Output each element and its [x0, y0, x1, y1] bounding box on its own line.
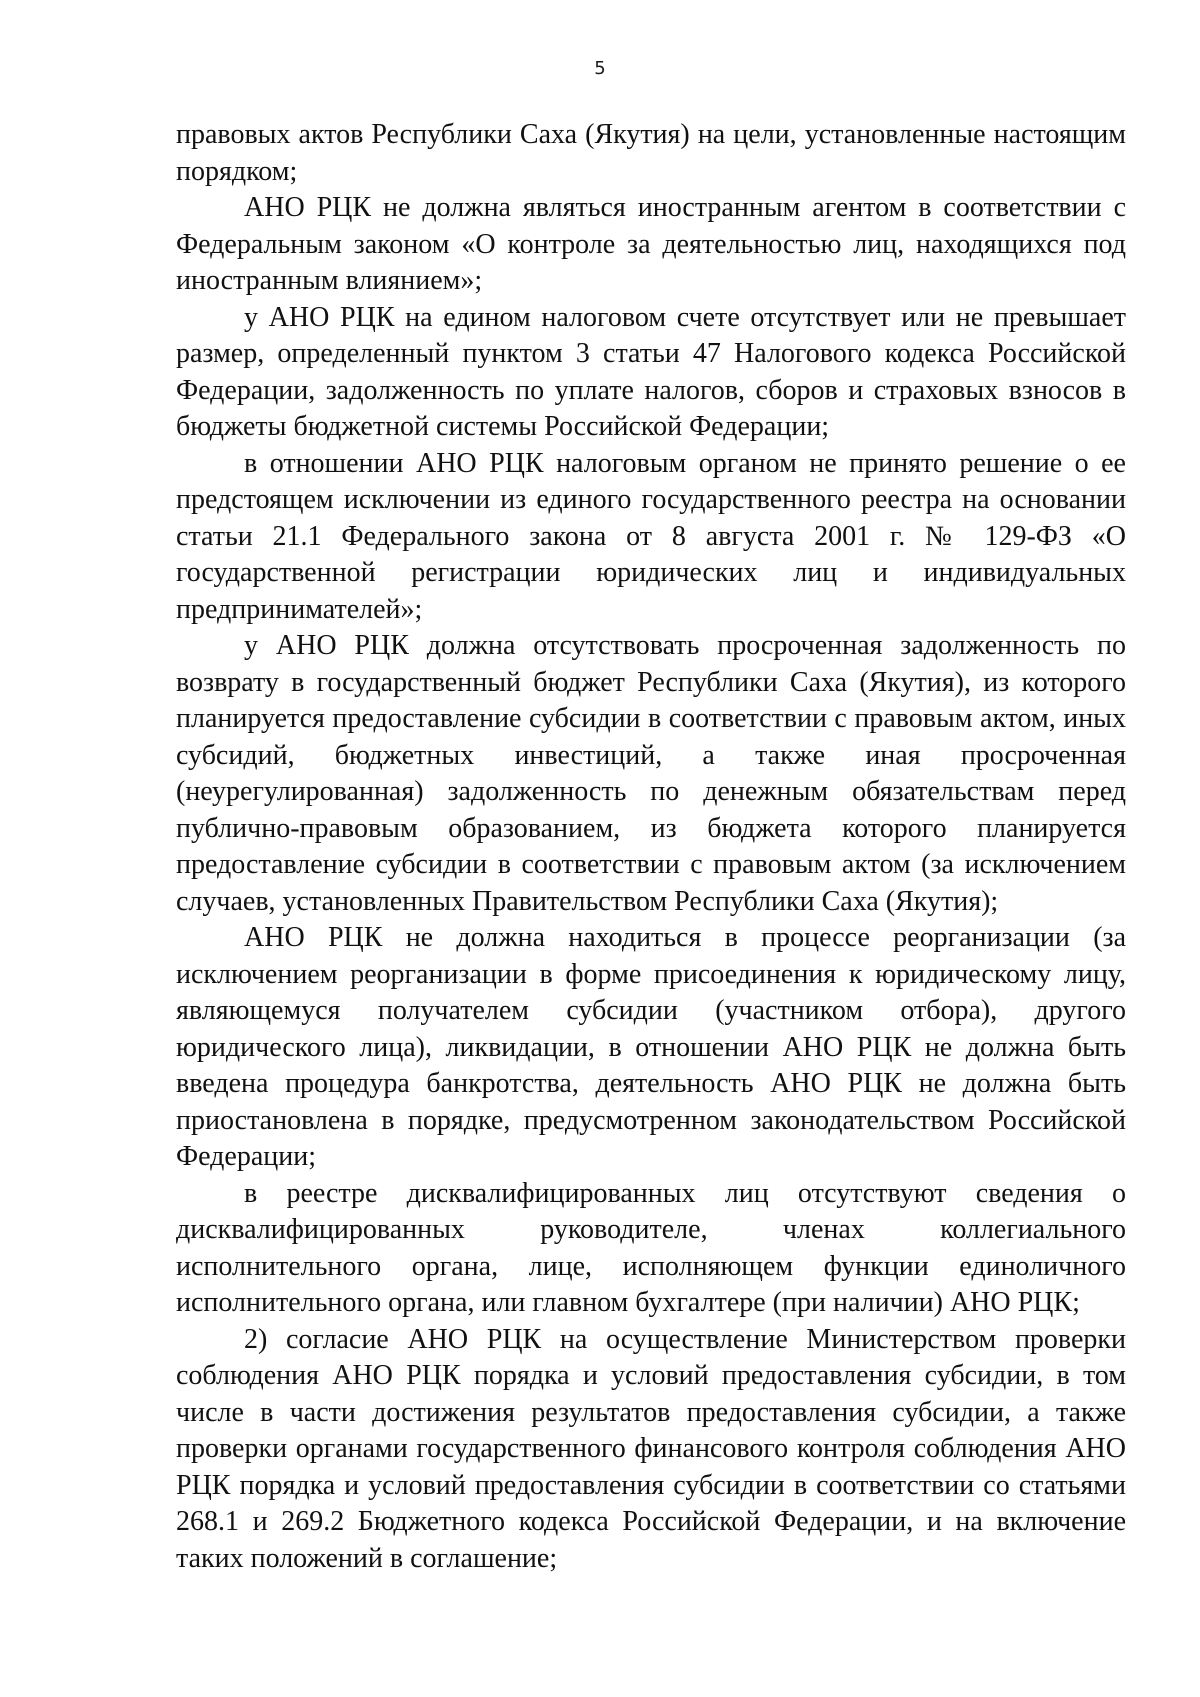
- page-number: 5: [594, 58, 606, 79]
- document-body: [176, 117, 1126, 1577]
- paragraph-registry-exclusion: в отношении АНО РЦК налоговым органом не принято решение о ее предстоящем исключении из единого государственного реестра на основании статьи 21.1 Федерального закона от 8 августа 2001 г. № 129-ФЗ «О государственной регистрации юридических лиц и индивидуальных предпринимателей»;: [176, 447, 1126, 625]
- paragraph-consent-to-inspection: 2) согласие АНО РЦК на осуществление Министерством проверки соблюдения АНО РЦК порядка и условий предоставления субсидии, в том числе в части достижения результатов предоставления субсидии, а также проверки органами государственного финансового контроля соблюдения АНО РЦК порядка и условий предоставления субсидии в соответствии со статьями 268.1 и 269.2 Бюджетного кодекса Российской Федерации, и на включение таких положений в соглашение;: [176, 1323, 1126, 1574]
- paragraph-continuation: правовых актов Республики Саха (Якутия) на цели, установленные настоящим порядком;: [176, 119, 1126, 187]
- paragraph-foreign-agent: АНО РЦК не должна являться иностранным агентом в соответствии с Федеральным законом «О контроле за деятельностью лиц, находящихся под иностранным влиянием»;: [176, 192, 1126, 296]
- paragraph-overdue-debt: у АНО РЦК должна отсутствовать просроченная задолженность по возврату в государственный бюджет Республики Саха (Якутия), из которого планируется предоставление субсидии в соответствии с правовым актом, иных субсидий, бюджетных инвестиций, а также иная просроченная (неурегулированная) задолженность по денежным обязательствам перед публично-правовым образованием, из бюджета которого планируется предоставление субсидии в соответствии с правовым актом (за исключением случаев, установленных Правительством Республики Саха (Якутия);: [176, 630, 1126, 917]
- paragraph-reorganization: АНО РЦК не должна находиться в процессе реорганизации (за исключением реорганизации в форме присоединения к юридическому лицу, являющемуся получателем субсидии (участником отбора), другого юридического лица), ликвидации, в отношении АНО РЦК не должна быть введена процедура банкротства, деятельность АНО РЦК не должна быть приостановлена в порядке, предусмотренном законодательством Российской Федерации;: [176, 922, 1126, 1172]
- paragraph-tax-debt: у АНО РЦК на едином налоговом счете отсутствует или не превышает размер, определенный пунктом 3 статьи 47 Налогового кодекса Российской Федерации, задолженность по уплате налогов, сборов и страховых взносов в бюджеты бюджетной системы Российской Федерации;: [176, 301, 1126, 442]
- paragraph-disqualified-persons: в реестре дисквалифицированных лиц отсутствуют сведения о дисквалифицированных руководителе, членах коллегиального исполнительного органа, лице, исполняющем функции единоличного исполнительного органа, или главном бухгалтере (при наличии) АНО РЦК;: [176, 1177, 1126, 1318]
